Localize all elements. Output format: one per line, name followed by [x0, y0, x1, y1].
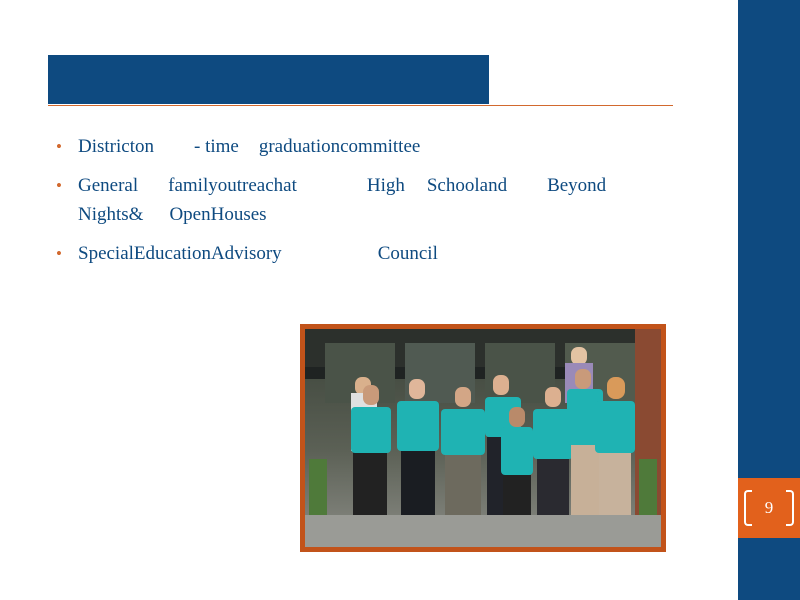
bullet-dot-icon: • [56, 244, 62, 263]
bullet-text: Districton [78, 136, 154, 157]
group-photo-illustration [305, 329, 661, 547]
bullet-list [56, 132, 676, 278]
bullet-item [56, 132, 676, 161]
bullet-text: Nights& [78, 204, 144, 225]
bullet-text: Schooland [426, 175, 508, 196]
bullet-text: - time [194, 136, 239, 157]
title-bar [48, 55, 489, 104]
page-number-badge [738, 478, 800, 538]
bullet-item [56, 239, 676, 268]
bullet-dot-icon: • [56, 176, 62, 195]
bullet-item [56, 171, 676, 229]
bullet-text: SpecialEducationAdvisory [78, 243, 282, 264]
bullet-text: familyoutreachat [168, 175, 297, 196]
group-photo [305, 329, 661, 547]
photo-frame [300, 324, 666, 552]
bullet-dot-icon: • [56, 137, 62, 156]
bullet-text: OpenHouses [169, 204, 267, 225]
bullet-text: Council [377, 243, 438, 264]
bullet-text: High [366, 175, 405, 196]
bullet-text: Beyond [547, 175, 607, 196]
bullet-text: graduationcommittee [258, 136, 421, 157]
bullet-text: General [78, 175, 139, 196]
page-number: 9 [764, 498, 774, 517]
title-divider [48, 105, 673, 106]
